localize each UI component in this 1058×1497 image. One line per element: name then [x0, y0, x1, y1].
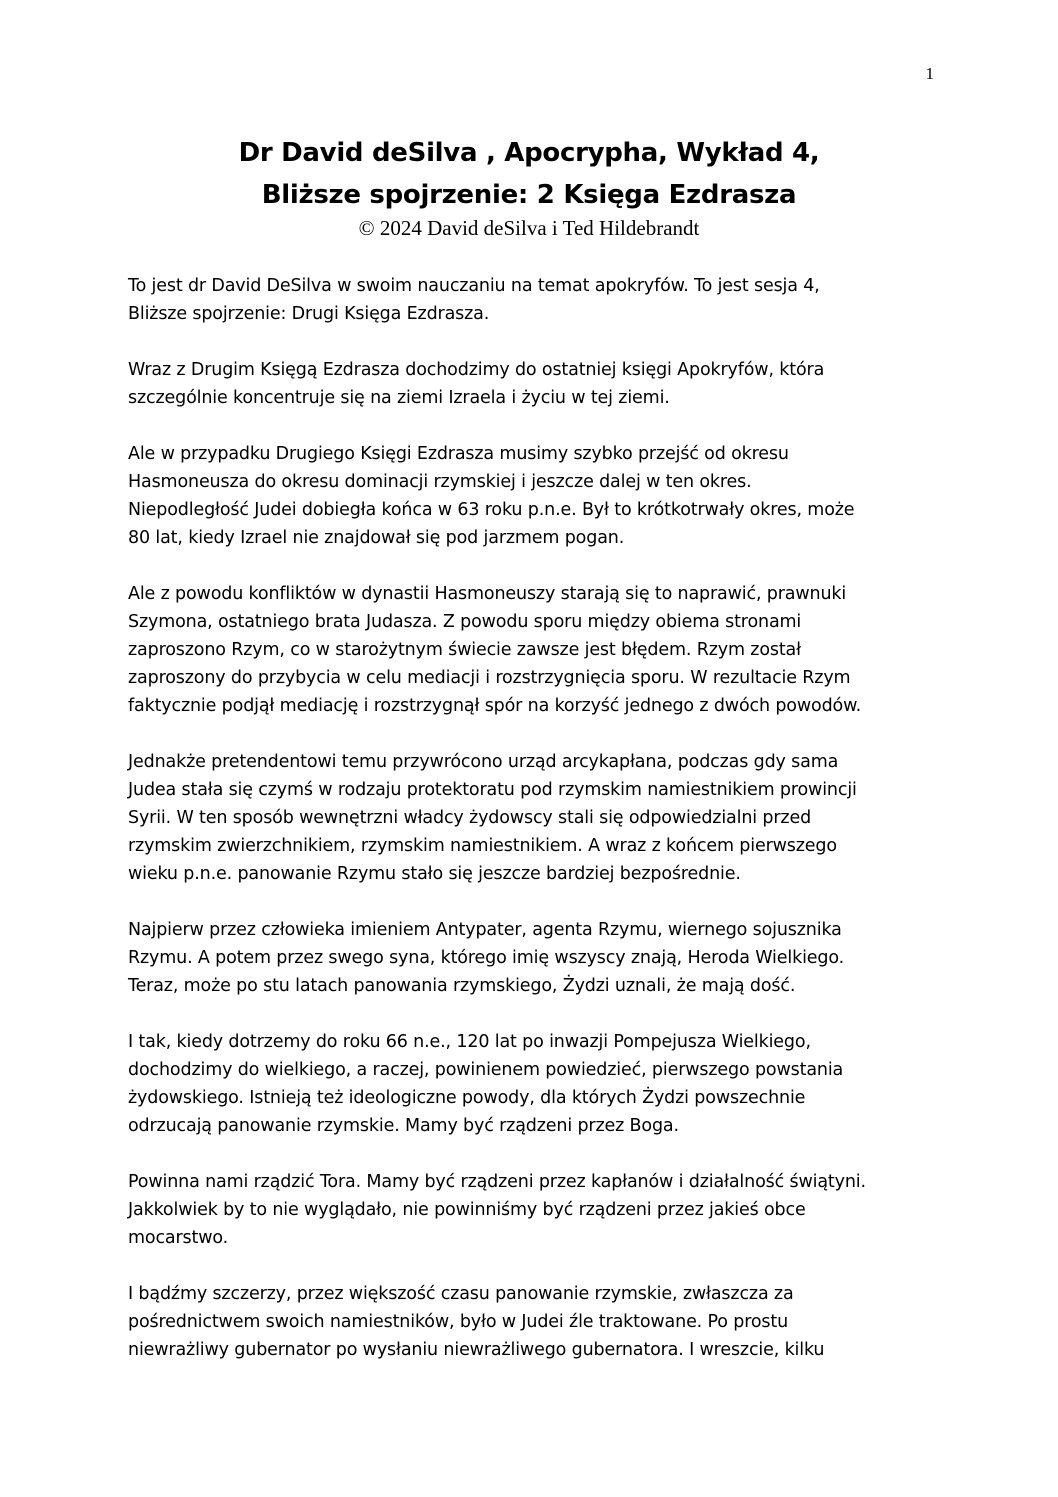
text-line: I tak, kiedy dotrzemy do roku 66 n.e., 120 lat po inwazji Pompejusza Wielkiego, — [128, 1032, 811, 1052]
text-line: Bliższe spojrzenie: Drugi Księga Ezdrasza. — [128, 304, 490, 324]
text-line: Teraz, może po stu latach panowania rzymskiego, Żydzi uznali, że mają dość. — [128, 976, 796, 996]
text-line: 80 lat, kiedy Izrael nie znajdował się pod jarzmem pogan. — [128, 528, 625, 548]
text-line: Rzymu. A potem przez swego syna, którego imię wszyscy znają, Heroda Wielkiego. — [128, 948, 845, 968]
text-line: Hasmoneusza do okresu dominacji rzymskiej i jeszcze dalej w ten okres. — [128, 472, 752, 492]
text-line: mocarstwo. — [128, 1228, 229, 1248]
paragraph-3 — [128, 440, 948, 552]
text-line: dochodzimy do wielkiego, a raczej, powinienem powiedzieć, pierwszego powstania — [128, 1060, 844, 1080]
text-line: niewrażliwy gubernator po wysłaniu niewrażliwego gubernatora. I wreszcie, kilku — [128, 1340, 825, 1360]
text-line: zaproszony do przybycia w celu mediacji i rozstrzygnięcia sporu. W rezultacie Rzym — [128, 668, 851, 688]
text-line: Jednakże pretendentowi temu przywrócono urząd arcykapłana, podczas gdy sama — [128, 752, 839, 772]
document-body — [128, 272, 948, 1392]
copyright-notice: © 2024 David deSilva i Ted Hildebrandt — [358, 216, 700, 240]
title-block — [0, 132, 1058, 240]
paragraph-5 — [128, 748, 948, 888]
text-line: Niepodległość Judei dobiegła końca w 63 roku p.n.e. Był to krótkotrwały okres, może — [128, 500, 855, 520]
paragraph-1 — [128, 272, 948, 328]
text-line: szczególnie koncentruje się na ziemi Izraela i życiu w tej ziemi. — [128, 388, 670, 408]
text-line: wieku p.n.e. panowanie Rzymu stało się jeszcze bardziej bezpośrednie. — [128, 864, 741, 884]
text-line: Judea stała się czymś w rodzaju protektoratu pod rzymskim namiestnikiem prowincji — [128, 780, 857, 800]
text-line: pośrednictwem swoich namiestników, było w Judei źle traktowane. Po prostu — [128, 1312, 789, 1332]
text-line: Ale z powodu konfliktów w dynastii Hasmoneuszy starają się to naprawić, prawnuki — [128, 584, 847, 604]
paragraph-4 — [128, 580, 948, 720]
text-line: faktycznie podjął mediację i rozstrzygnął spór na korzyść jednego z dwóch powodów. — [128, 696, 862, 716]
text-line: Najpierw przez człowieka imieniem Antypater, agenta Rzymu, wiernego sojusznika — [128, 920, 842, 940]
text-line: Ale w przypadku Drugiego Księgi Ezdrasza musimy szybko przejść od okresu — [128, 444, 789, 464]
text-line: rzymskim zwierzchnikiem, rzymskim namiestnikiem. A wraz z końcem pierwszego — [128, 836, 837, 856]
text-line: To jest dr David DeSilva w swoim nauczaniu na temat apokryfów. To jest sesja 4, — [128, 276, 820, 296]
page-number: 1 — [925, 64, 934, 83]
title-line-2: Bliższe spojrzenie: 2 Księga Ezdrasza — [261, 180, 797, 210]
text-line: żydowskiego. Istnieją też ideologiczne powody, dla których Żydzi powszechnie — [128, 1088, 806, 1108]
text-line: Powinna nami rządzić Tora. Mamy być rządzeni przez kapłanów i działalność świątyni. — [128, 1172, 866, 1192]
paragraph-9 — [128, 1280, 948, 1364]
paragraph-7 — [128, 1028, 948, 1140]
text-line: Jakkolwiek by to nie wyglądało, nie powinniśmy być rządzeni przez jakieś obce — [128, 1200, 806, 1220]
text-line: zaproszono Rzym, co w starożytnym świecie zawsze jest błędem. Rzym został — [128, 640, 801, 660]
text-line: I bądźmy szczerzy, przez większość czasu panowanie rzymskie, zwłaszcza za — [128, 1284, 794, 1304]
paragraph-8 — [128, 1168, 948, 1252]
text-line: Syrii. W ten sposób wewnętrzni władcy żydowscy stali się odpowiedzialni przed — [128, 808, 812, 828]
title-line-1: Dr David deSilva , Apocrypha, Wykład 4, — [238, 138, 820, 168]
text-line: Wraz z Drugim Księgą Ezdrasza dochodzimy do ostatniej księgi Apokryfów, która — [128, 360, 825, 380]
text-line: Szymona, ostatniego brata Judasza. Z powodu sporu między obiema stronami — [128, 612, 802, 632]
paragraph-6 — [128, 916, 948, 1000]
text-line: odrzucają panowanie rzymskie. Mamy być rządzeni przez Boga. — [128, 1116, 679, 1136]
paragraph-2 — [128, 356, 948, 412]
